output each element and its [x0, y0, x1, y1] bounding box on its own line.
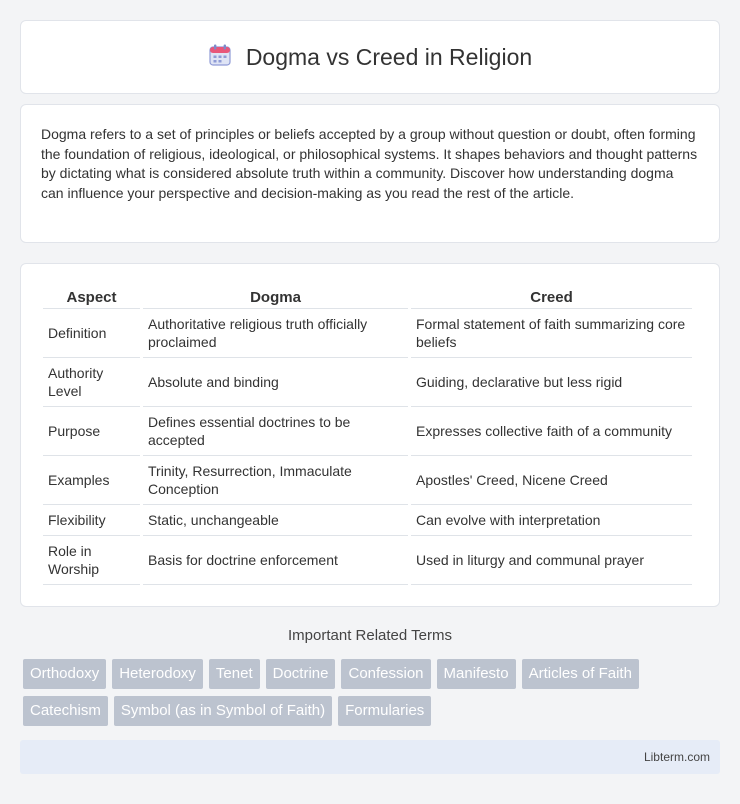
intro-text: Dogma refers to a set of principles or beliefs accepted by a group without question or doubt, often forming the foundation of religious, ideological, or philosophical systems. It shapes behaviors and thought patterns by dictating what is considered absolute truth within a community. Discover how understanding dogma can influence your perspective and decision-making as you read the rest of the article. — [41, 126, 698, 201]
tag-catechism[interactable]: Catechism — [23, 696, 108, 726]
related-terms-title: Important Related Terms — [288, 627, 452, 644]
cell-creed: Formal statement of faith summarizing core beliefs — [411, 309, 692, 358]
header-creed: Creed — [411, 284, 692, 309]
tag-doctrine[interactable]: Doctrine — [266, 659, 336, 689]
comparison-card — [20, 263, 720, 607]
cell-creed: Expresses collective faith of a community — [411, 407, 692, 456]
footer — [20, 740, 720, 774]
footer-site-link[interactable]: Libterm.com — [643, 750, 710, 764]
page-title: Dogma vs Creed in Religion — [245, 43, 533, 70]
cell-aspect: Role in Worship — [43, 536, 140, 585]
table-row — [43, 505, 692, 536]
calendar-icon — [208, 43, 232, 72]
header-aspect: Aspect — [43, 284, 140, 309]
tag-symbol-of-faith[interactable]: Symbol (as in Symbol of Faith) — [114, 696, 332, 726]
cell-dogma: Static, unchangeable — [143, 505, 408, 536]
tag-confession[interactable]: Confession — [341, 659, 430, 689]
cell-dogma: Absolute and binding — [143, 358, 408, 407]
cell-aspect: Authority Level — [43, 358, 140, 407]
related-terms-tags — [23, 659, 723, 726]
tag-orthodoxy[interactable]: Orthodoxy — [23, 659, 106, 689]
cell-creed: Guiding, declarative but less rigid — [411, 358, 692, 407]
cell-dogma: Authoritative religious truth officially proclaimed — [143, 309, 408, 358]
header-card — [20, 20, 720, 94]
tag-formularies[interactable]: Formularies — [338, 696, 431, 726]
table-row — [43, 536, 692, 585]
tag-tenet[interactable]: Tenet — [209, 659, 260, 689]
cell-dogma: Basis for doctrine enforcement — [143, 536, 408, 585]
cell-creed: Apostles' Creed, Nicene Creed — [411, 456, 692, 505]
table-row — [43, 309, 692, 358]
table-row — [43, 358, 692, 407]
tag-articles-of-faith[interactable]: Articles of Faith — [522, 659, 639, 689]
intro-card — [20, 104, 720, 243]
cell-creed: Can evolve with interpretation — [411, 505, 692, 536]
cell-creed: Used in liturgy and communal prayer — [411, 536, 692, 585]
comparison-table — [40, 284, 695, 585]
cell-dogma: Defines essential doctrines to be accepted — [143, 407, 408, 456]
table-row — [43, 456, 692, 505]
cell-aspect: Flexibility — [43, 505, 140, 536]
tag-manifesto[interactable]: Manifesto — [437, 659, 516, 689]
cell-aspect: Examples — [43, 456, 140, 505]
cell-aspect: Definition — [43, 309, 140, 358]
cell-aspect: Purpose — [43, 407, 140, 456]
cell-dogma: Trinity, Resurrection, Immaculate Conception — [143, 456, 408, 505]
table-row — [43, 407, 692, 456]
tag-heterodoxy[interactable]: Heterodoxy — [112, 659, 203, 689]
header-dogma: Dogma — [143, 284, 408, 309]
